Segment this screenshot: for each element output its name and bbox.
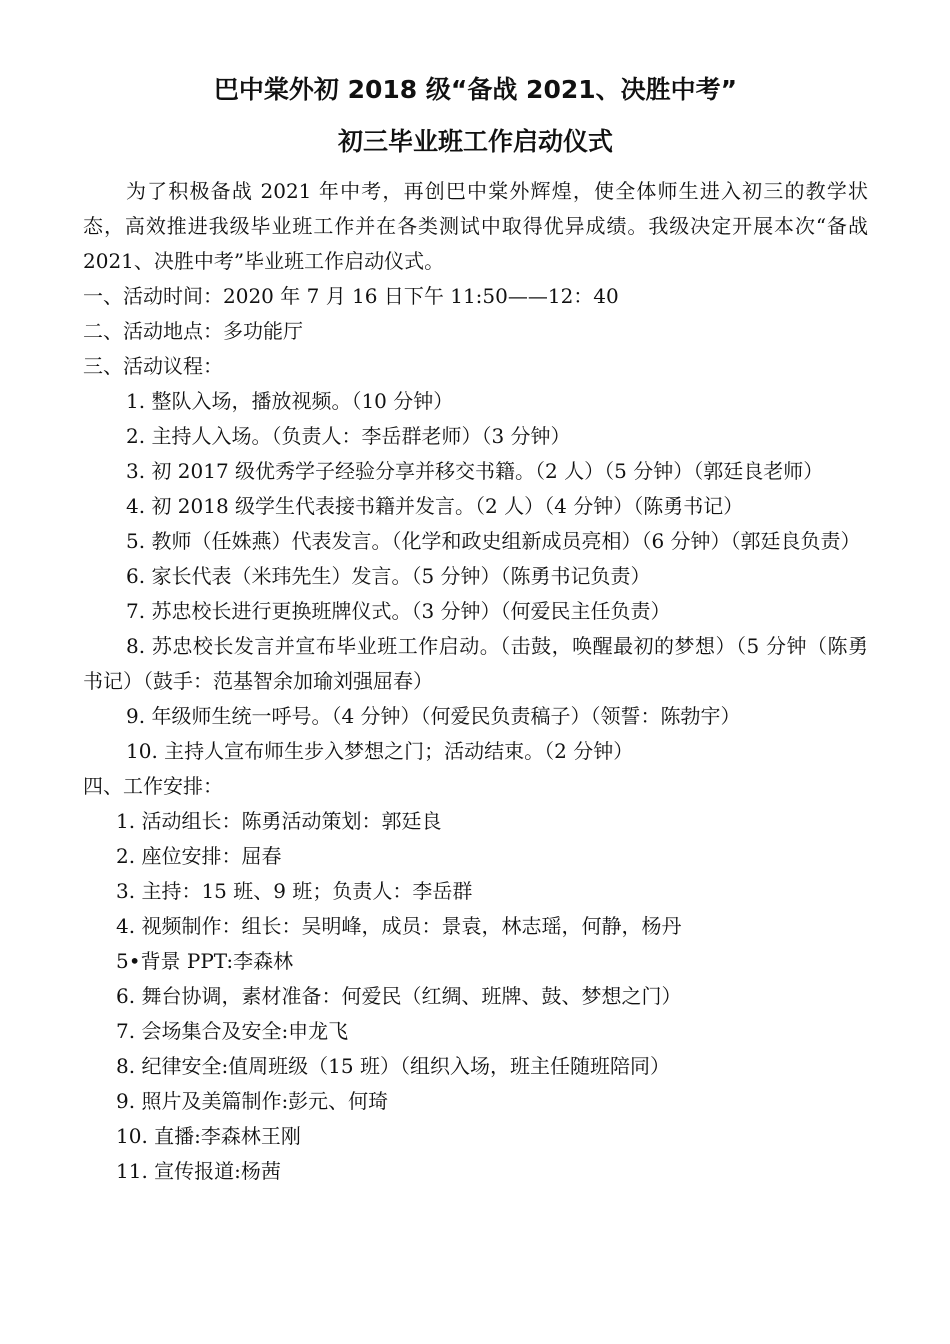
agenda-list [83, 384, 868, 769]
work-item: 1. 活动组长：陈勇活动策划：郭廷良 [116, 809, 442, 833]
section-location: 二、活动地点：多功能厅 [83, 319, 303, 343]
agenda-item: 8. 苏忠校长发言并宣布毕业班工作启动。（击鼓，唤醒最初的梦想）（5 分钟（陈勇书记）（鼓手：范基智余加瑜刘强屈春） [83, 634, 868, 693]
document-title: 巴中棠外初 2018 级“备战 2021、决胜中考” [213, 75, 738, 104]
work-item: 8. 纪律安全:值周班级（15 班）（组织入场，班主任随班陪同） [116, 1054, 670, 1078]
work-item: 4. 视频制作：组长：吴明峰，成员：景袁，林志瑶，何静，杨丹 [116, 914, 682, 938]
section-agenda-heading: 三、活动议程： [83, 354, 223, 378]
agenda-item: 3. 初 2017 级优秀学子经验分享并移交书籍。（2 人）（5 分钟）（郭廷良老师） [126, 459, 824, 483]
work-list [83, 804, 868, 1189]
document-subtitle: 初三毕业班工作启动仪式 [337, 127, 613, 156]
agenda-item: 4. 初 2018 级学生代表接书籍并发言。（2 人）（4 分钟）（陈勇书记） [126, 494, 744, 518]
agenda-item: 9. 年级师生统一呼号。（4 分钟）（何爱民负责稿子）（领誓：陈勃宇） [126, 704, 741, 728]
agenda-item: 1. 整队入场，播放视频。（10 分钟） [126, 389, 454, 413]
work-item: 6. 舞台协调，素材准备：何爱民（红绸、班牌、鼓、梦想之门） [116, 984, 682, 1008]
work-item: 11. 宣传报道:杨茜 [116, 1159, 281, 1183]
work-item: 3. 主持：15 班、9 班；负责人：李岳群 [116, 879, 473, 903]
section-work-heading: 四、工作安排： [83, 774, 223, 798]
work-item: 9. 照片及美篇制作:彭元、何琦 [116, 1089, 389, 1113]
agenda-item: 5. 教师（任姝燕）代表发言。（化学和政史组新成员亮相）（6 分钟）（郭廷良负责） [126, 529, 861, 553]
work-item: 10. 直播:李森林王刚 [116, 1124, 301, 1148]
work-item: 7. 会场集合及安全:申龙飞 [116, 1019, 349, 1043]
agenda-item: 10. 主持人宣布师生步入梦想之门；活动结束。（2 分钟） [126, 739, 634, 763]
work-item: 5•背景 PPT:李森林 [116, 949, 294, 973]
agenda-item: 6. 家长代表（米玮先生）发言。（5 分钟）（陈勇书记负责） [126, 564, 651, 588]
agenda-item: 2. 主持人入场。（负责人：李岳群老师）（3 分钟） [126, 424, 571, 448]
intro-paragraph: 为了积极备战 2021 年中考，再创巴中棠外辉煌，使全体师生进入初三的教学状态，高效推进我级毕业班工作并在各类测试中取得优异成绩。我级决定开展本次“备战 2021、决胜中考”毕业班工作启动仪式。 [83, 179, 868, 273]
document-page [83, 70, 868, 1189]
section-time: 一、活动时间：2020 年 7 月 16 日下午 11:50——12：40 [83, 284, 619, 308]
work-item: 2. 座位安排：屈春 [116, 844, 282, 868]
agenda-item: 7. 苏忠校长进行更换班牌仪式。（3 分钟）（何爱民主任负责） [126, 599, 671, 623]
